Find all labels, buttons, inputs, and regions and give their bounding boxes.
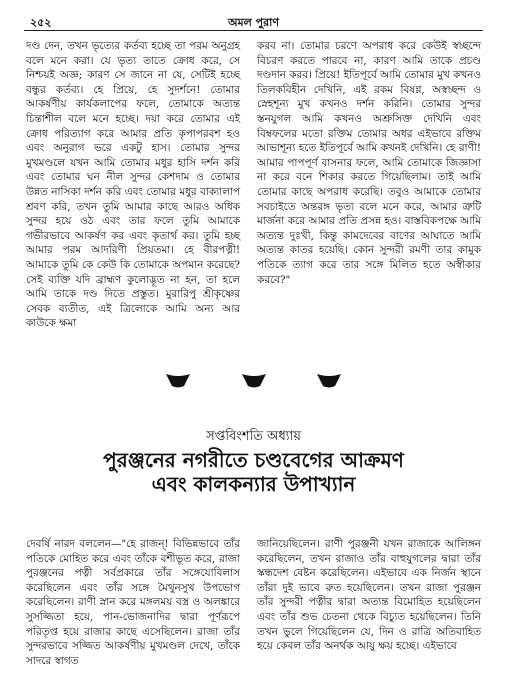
header-rule: [24, 30, 483, 31]
section-ornament: [0, 372, 507, 396]
top-right-column: [257, 39, 481, 314]
chapter-title-line: পুরঞ্জনের নগরীতে চণ্ডবেগের আক্রমণ: [103, 448, 404, 472]
paragraph: জানিয়েছিলেন। রাণী পুরঞ্জনী যখন রাজাকে আলিঙ্গন করেছিলেন, তখন রাজাও তাঁর বাহুযুগলের দ্বারা তাঁর স্কন্ধদেশ বেষ্টন করেছিলেন। এইভাবে এক নির্জন স্থানে তাঁরা দুই ভাবে রুত হয়েছিলেন। তখন রাজা পুরঞ্জন তাঁর সুন্দরী পত্নীর দ্বারা অত্যন্ত বিমোহিত হয়েছিলেন এবং তাঁর শুভ চেতনা থেকে বিচ্যুত হয়েছিলেন। তিনি তখন ভুলে গিয়েছিলেন যে, দিন ও রাত্রি অতিবাহিত হয়ে কেবল তাঁর অনর্থক আয়ু ক্ষয় হচ্ছে। এইভাবে: [257, 538, 481, 653]
book-title: অমল পুরাণ: [227, 16, 280, 29]
paragraph: করব না। তোমার চরণে অপরাধ করে কেউই স্বচ্ছন্দে বিচরণ করতে পারবে না, কারণ আমি তাকে প্রচণ্ড দণ্ডদান করব। প্রিয়ে! ইতিপূর্বে আমি তোমার মুখ কখনও তিলকবিহীন দেখিনি, এই রকম বিষণ্ণ, অস্বচ্ছন্দ ও স্নেহশূন্য মুখ কখনও দর্শন করিনি। তোমার সুন্দর স্তনযুগল আমি কখনও অশ্রুসিক্ত দেখিনি এবং বিম্বফলের মতো রক্তিম তোমার অধর এইভাবে রক্তিম আভাশূন্য হতে ইতিপূর্বে আমি কখনই দেখিনি। হে রাণী! আমার পাপপূর্ণ বাসনার ফলে, আমি তোমাকে জিজ্ঞাসা না করে বনে শিকার করতে গিয়েছিলাম। তাই আমি তোমার কাছে অপরাধ করেছি। তবুও আমাকে তোমার সবচাইতে অন্তরঙ্গ ভৃত্য বলে মনে করে, আমার ত্রুটি মার্জনা করে আমার প্রতি প্রসন্ন হও। বাস্তবিকপক্ষে আমি অত্যন্ত দুঃখী, কিন্তু কামদেবের বাণের আঘাতে আমি অত্যন্ত কাতর হয়েছি। কোন সুন্দরী রমণী তার কামুক পতিকে ত্যাগ করে তার সঙ্গে মিলিত হতে অস্বীকার করবে?": [257, 40, 481, 286]
ornament-icon: [241, 372, 267, 390]
paragraph: দণ্ড দেন, তখন ভৃত্যের কর্তব্য হচ্ছে তা পরম অনুগ্রহ বলে মনে করা। যে ভৃত্য তাতে ক্রোধ করে, সে নিশ্চয়ই অজ্ঞ; কারণ সে জানে না যে, সেটিই হচ্ছে বন্ধুর কর্তব্য। হে প্রিয়ে, হে সুদর্শনে! তোমার আকর্ষণীয় কার্যকলাপের ফলে, তোমাকে অত্যন্ত চিন্তাশীল বলে মনে হচ্ছে। দয়া করে তোমার এই ক্রোধ পরিত্যাগ করে আমার প্রতি কৃপাপরবশ হও এবং অনুরাগ ভরে একটু হাস। তোমার সুন্দর মুখমণ্ডলে যখন আমি তোমার মধুর হাসি দর্শন করি এবং তোমার ঘন নীল সুন্দর কেশদাম ও তোমার উন্নত নাসিকা দর্শন করি এবং তোমার মধুর বাক্যালাপ শ্রবণ করি, তখন তুমি আমার কাছে আরও অধিক সুন্দর হয়ে ওঠ এবং তার ফলে তুমি আমাকে গভীরভাবে আকর্ষণ কর এবং কৃতার্থ কর। তুমি হচ্ছ আমার পরম আদরিণী প্রিয়তমা। হে বীরপত্নী! আমাকে তুমি কে কেউ কি তোমাকে অপমান করেছে? সেই ব্যক্তি যদি ব্রাহ্মণ কুলোদ্ভূত না হন, তা হলে আমি তাকে দণ্ড দিতে প্রস্তুত। মুরারিপু শ্রীকৃষ্ণের সেবক ব্যতীত, এই ত্রিলোকে আমি অন্য আর কাউকে ক্ষমা: [26, 40, 240, 330]
paragraph: দেবর্ষি নারদ বললেন—"হে রাজন্! বিভিন্নভাবে তাঁর পতিকে মোহিত করে এবং তাঁকে বশীভূত করে, রাজা পুরঞ্জনের পত্নী সর্বপ্রকারে তাঁর সঙ্গেযোবিলাস করেছিলেন এবং তাঁর সঙ্গে মৈথুনসুখ উপভোগ করেছিলেন। রাণী স্নান করে মঙ্গলময় বস্ত্র ও অলঙ্কারে সুসজ্জিতা হয়ে, পান-ভোজনাদির দ্বারা পূর্ণরূপে পরিতৃপ্ত হয়ে রাজার কাছে এসেছিলেন। রাজা তাঁর সুন্দরভাবে সজ্জিত আকর্ষণীয় মুখমণ্ডল দেখে, তাঁকে সাদরে স্বাগত: [26, 538, 240, 667]
top-left-column: [26, 39, 240, 359]
chapter-title-line: এবং কালকন্যার উপাখ্যান: [151, 472, 356, 496]
ornament-icon: [165, 372, 191, 390]
chapter-title: [20, 448, 487, 496]
bottom-right-column: [257, 537, 481, 687]
bottom-left-column: [26, 537, 240, 687]
page-number: ২৫২: [30, 16, 52, 29]
chapter-number: সপ্তবিংশতি অধ্যায়: [206, 429, 301, 444]
running-head: [24, 14, 483, 30]
ornament-icon: [316, 372, 342, 390]
